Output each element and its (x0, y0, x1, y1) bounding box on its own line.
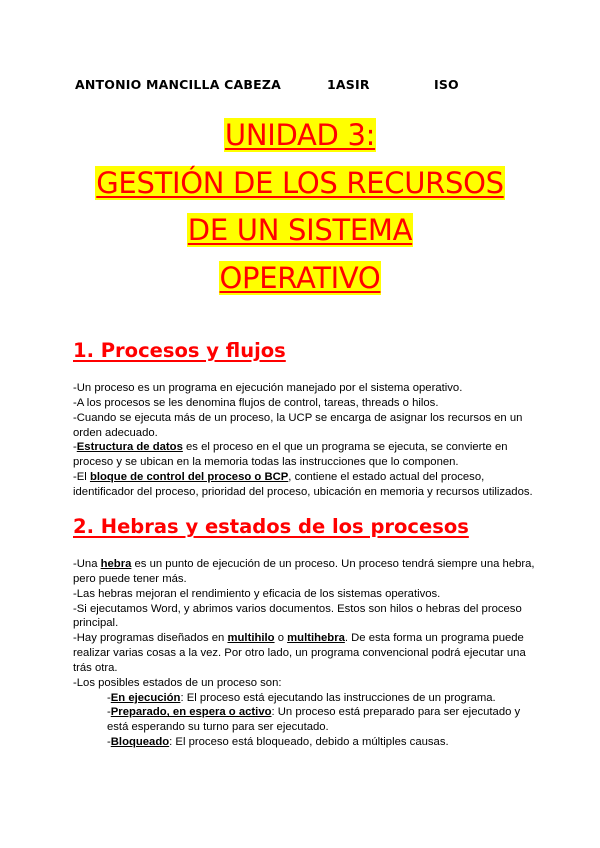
text-prefix: - (107, 736, 111, 749)
term-multihebra: multihebra (287, 632, 345, 645)
course-code: 1ASIR (327, 77, 370, 92)
paragraph (73, 440, 543, 470)
paragraph: -Las hebras mejoran el rendimiento y eficacia de los sistemas operativos. (73, 587, 441, 600)
subject-code: ISO (434, 77, 459, 92)
paragraph: -A los procesos se les denomina flujos de control, tareas, threads o hilos. (73, 396, 439, 409)
text-prefix: - (107, 706, 111, 719)
text-prefix: -Hay programas diseñados en (73, 632, 228, 645)
section-1-heading: 1. Procesos y flujos (73, 339, 286, 362)
title-line-3: DE UN SISTEMA (187, 213, 413, 247)
paragraph: -Un proceso es un programa en ejecución manejado por el sistema operativo. (73, 382, 463, 394)
paragraph (73, 470, 543, 500)
text-prefix: -Una (73, 558, 101, 570)
paragraph (73, 631, 543, 676)
text-rest: : El proceso está bloqueado, debido a múltiples causas. (169, 736, 449, 749)
paragraph: -Si ejecutamos Word, y abrimos varios documentos. Estos son hilos o hebras del proceso principal. (73, 602, 522, 630)
term-preparado: Preparado, en espera o activo (110, 706, 272, 719)
document-title (0, 112, 600, 302)
term-bcp: bloque de control del proceso o BCP (89, 471, 289, 484)
document-header (75, 77, 459, 92)
state-item (73, 705, 543, 735)
state-item (73, 735, 543, 750)
section-1-body (73, 381, 543, 500)
text-prefix: -El (73, 471, 90, 484)
term-multihilo: multihilo (227, 632, 275, 645)
term-hebra: hebra (100, 558, 132, 570)
paragraph: -Los posibles estados de un proceso son: (73, 676, 282, 689)
text-rest: es el proceso en el que un programa se ejecuta, se convierte en proceso y se ubican en la memoria todas las instrucciones que lo componen. (73, 441, 508, 469)
text-prefix: - (73, 441, 77, 454)
term-estructura-de-datos: Estructura de datos (76, 441, 183, 454)
title-line-4: OPERATIVO (219, 260, 381, 295)
section-2-heading: 2. Hebras y estados de los procesos (73, 515, 469, 538)
text-rest: : Un proceso está preparado para ser ejecutado y está esperando su turno para ser ejecutado. (107, 706, 521, 734)
author-name: ANTONIO MANCILLA CABEZA (75, 77, 281, 92)
paragraph (73, 557, 543, 587)
text-rest: : El proceso está ejecutando las instrucciones de un programa. (180, 691, 496, 704)
text-mid: o (274, 632, 288, 645)
term-en-ejecucion: En ejecución (110, 691, 181, 704)
term-bloqueado: Bloqueado (110, 736, 170, 749)
text-rest: es un punto de ejecución de un proceso. Un proceso tendrá siempre una hebra, pero puede tener más. (73, 558, 535, 585)
title-line-2: GESTIÓN DE LOS RECURSOS (96, 165, 504, 200)
state-item (73, 691, 543, 706)
text-rest: , contiene el estado actual del proceso, identificador del proceso, prioridad del proceso, ubicación en memoria y recursos utilizados. (73, 471, 533, 498)
paragraph: -Cuando se ejecuta más de un proceso, la UCP se encarga de asignar los recursos en un orden adecuado. (73, 411, 523, 439)
section-2-body (73, 557, 543, 750)
title-line-1: UNIDAD 3: (224, 118, 376, 152)
text-prefix: - (107, 691, 111, 704)
text-rest: . De esta forma un programa puede realizar varias cosas a la vez. Por otro lado, un programa convencional podrá ejecutar una trás otra. (73, 632, 526, 674)
